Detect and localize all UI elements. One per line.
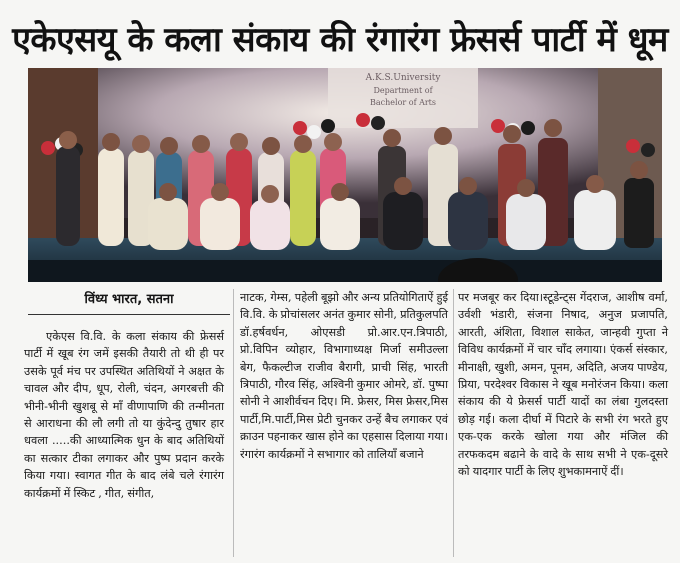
- banner-line-2: Department of: [373, 86, 433, 95]
- banner-line-1: A.K.S.University: [365, 73, 441, 83]
- column-2-text: नाटक, गेम्स, पहेली बूझो और अन्य प्रतियोगिताऐं हुई वि.वि. के प्रोचांसलर अनंत कुमार सोनी, प्रतिकुलपति डॉ.हर्षवर्धन, ओएसडी प्रो.आर.एन.त्रिपाठी, प्रो.विपिन व्योहार, विभागाध्यक्ष मिर्जा समीउल्ला बेग, फैकल्टीज राजीव बैरागी, प्राची सिंह, भारती त्रिपाठी, गौरव सिंह, अश्विनी कुमार ओमरे, डॉ. पुष्पा सोनी ने आशीर्वचन दिए। मि. फ्रेसर, मिस फ्रेसर,मिस पार्टी,मि.पार्टी,मिस प्रेटी चुनकर उन्हें बैच लगाकर एवं क्राउन पहनाकर खास होने का एहसास दिलाया गया। रंगारंग कार्यक्रमों ने सभागार को तालियाँ बजाने: [240, 291, 448, 461]
- article-column-2: [240, 289, 448, 557]
- column-3-text: पर मजबूर कर दिया।स्टूडेन्ट्स गेंदराज, आशीष वर्मा, उर्वशी भंडारी, संजना निषाद, अनुज प्रजापति, आरती, अंशिता, विशाल साकेत, जान्हवी गुप्ता ने विविध कार्यक्रमों में चार चाँद लगाया। एंकर्स संस्कार, मीनाक्षी, खुशी, अमन, पूनम, अदिति, अजय पाण्डेय, प्रिया, परदेश्वर विकास ने खूब मनोरंजन किया। कला संकाय की ये फ्रेसर्स पार्टी यादों का लंबा गुलदस्ता छोड़ गई। कला दीर्घा में पिटारे के सभी रंग भरते हुए एक-एक करके खोला गया और मंजिल की तरफकदम बढाने के वादे के साथ सभी ने एक-दूसरे को यादगार पार्टी के लिए शुभकामनाऐं दीं।: [458, 291, 668, 479]
- article-column-3: [458, 289, 668, 557]
- byline: विंध्य भारत, सतना: [84, 292, 174, 307]
- headline: एकेएसयू के कला संकाय की रंगारंग फ्रेसर्स पार्टी में धूम: [12, 20, 668, 60]
- column-1-text: एकेएस वि.वि. के कला संकाय की फ्रेसर्स पार्टी में खूब रंग जमें इसकी तैयारी तो थी ही पर उसके पूर्व मंच पर उपस्थित अतिथियों ने अक्षत के चावल और दीप, धूप, रोली, चंदन, अगरबत्ती की भीनी-भीनी खुशबू से माँ वीणापाणि की तन्मीनता से आराधना की लौ लगी तो या कुंदेन्दु तुषार हार धवला .....की आध्यात्मिक धुन के बाद अतिथियों का सत्कार टीका लगाकर और पुष्प प्रदान करके किया गया। स्वागत गीत के बाद लंबे चले रंगारंग कार्यक्रमों में स्किट , गीत, संगीत,: [24, 330, 224, 500]
- article-column-1: [24, 328, 224, 558]
- column-divider-1: [233, 289, 234, 557]
- event-photo: [28, 68, 662, 282]
- column-divider-2: [453, 289, 454, 557]
- stage-banner-text: [365, 73, 442, 107]
- byline-divider: [28, 314, 230, 315]
- banner-line-3: Bachelor of Arts: [370, 98, 436, 107]
